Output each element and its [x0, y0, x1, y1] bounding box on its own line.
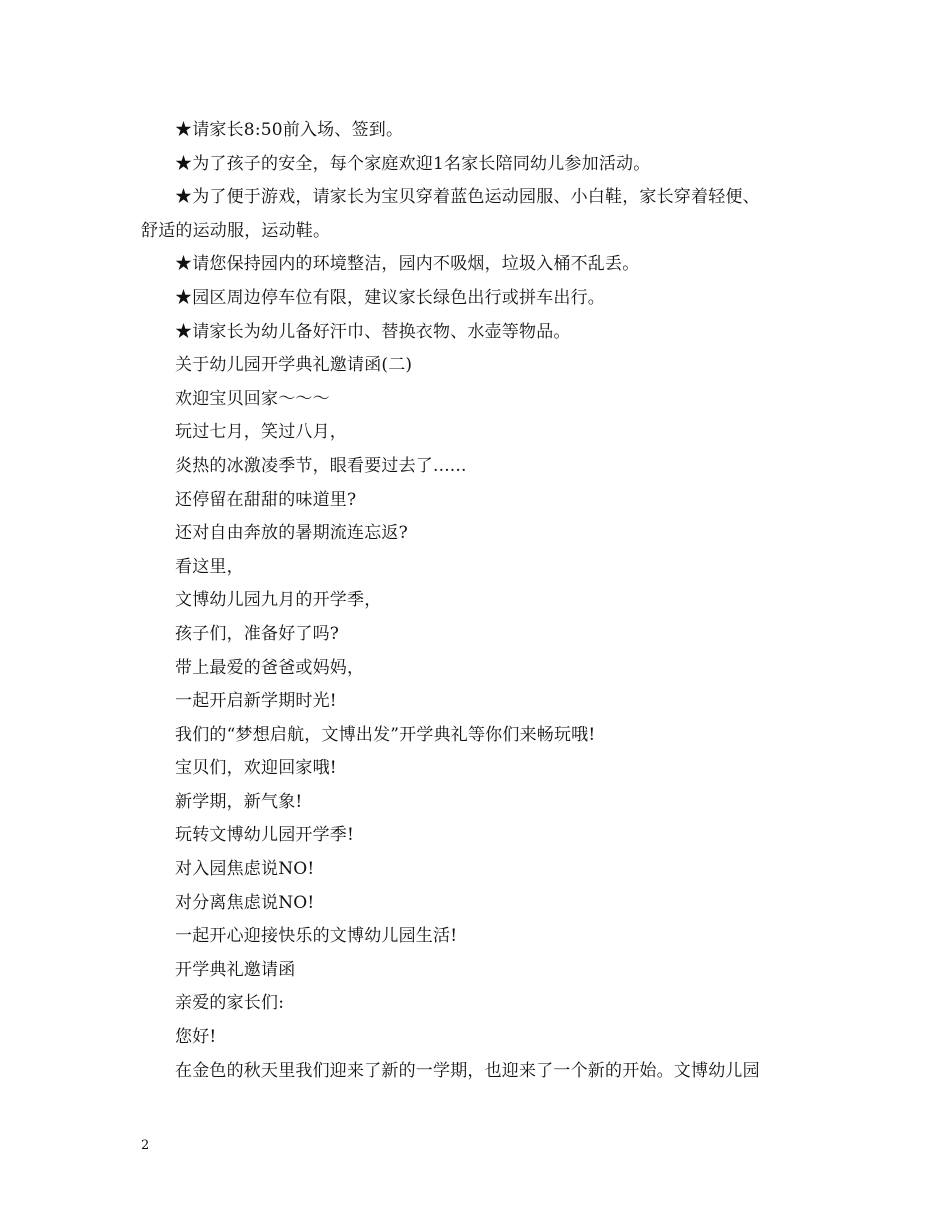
text-line: 亲爱的家长们:	[175, 993, 285, 1014]
text-line: 文博幼儿园九月的开学季，	[175, 590, 382, 611]
text-line: 关于幼儿园开学典礼邀请函(二)	[175, 355, 413, 376]
text-line: ★请家长为幼儿备好汗巾、替换衣物、水壶等物品。	[175, 321, 571, 342]
text-line: 还停留在甜甜的味道里?	[175, 489, 357, 510]
text-line: 我们的“梦想启航，文博出发”开学典礼等你们来畅玩哦!	[175, 724, 596, 745]
text-line: 玩过七月，笑过八月，	[175, 422, 347, 443]
text-line: 在金色的秋天里我们迎来了新的一学期，也迎来了一个新的开始。文博幼儿园	[175, 1060, 760, 1081]
text-line: 孩子们，准备好了吗?	[175, 623, 340, 644]
text-line: 对入园焦虑说NO!	[175, 859, 315, 880]
text-line: ★园区周边停车位有限，建议家长绿色出行或拼车出行。	[175, 287, 605, 308]
text-line: 开学典礼邀请函	[175, 959, 296, 980]
text-line: 一起开启新学期时光!	[175, 691, 337, 712]
text-line: 宝贝们，欢迎回家哦!	[175, 758, 337, 779]
text-line: 新学期，新气象!	[175, 791, 303, 812]
text-line: 带上最爱的爸爸或妈妈，	[175, 657, 365, 678]
text-line: 看这里，	[175, 556, 244, 577]
text-line: 对分离焦虑说NO!	[175, 892, 315, 913]
text-line: ★请您保持园内的环境整洁，园内不吸烟，垃圾入桶不乱丢。	[175, 254, 640, 275]
page-number: 2	[141, 1138, 150, 1153]
text-line: 您好!	[175, 1027, 217, 1048]
text-line: 玩转文博幼儿园开学季!	[175, 825, 355, 846]
text-line: 还对自由奔放的暑期流连忘返?	[175, 523, 408, 544]
text-line: 舒适的运动服，运动鞋。	[141, 220, 331, 241]
text-line: 炎热的冰激凌季节，眼看要过去了......	[175, 455, 467, 476]
text-line: 一起开心迎接快乐的文博幼儿园生活!	[175, 926, 458, 947]
text-line: ★请家长8:50前入场、签到。	[175, 120, 404, 140]
document-body	[141, 114, 813, 1088]
text-line: 欢迎宝贝回家～～～	[175, 388, 330, 409]
text-line: ★为了孩子的安全，每个家庭欢迎1名家长陪同幼儿参加活动。	[175, 153, 651, 174]
text-line: ★为了便于游戏，请家长为宝贝穿着蓝色运动园服、小白鞋，家长穿着轻便、	[175, 187, 760, 208]
